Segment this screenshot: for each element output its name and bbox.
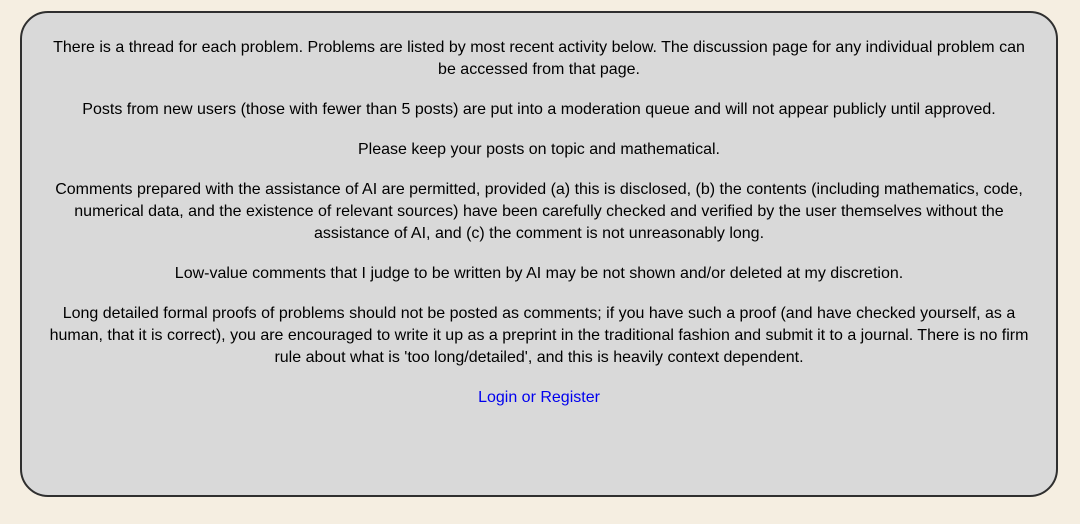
forum-notice-panel	[20, 11, 1058, 497]
notice-paragraph-formal-proofs: Long detailed formal proofs of problems should not be posted as comments; if you have such a proof (and have checked yourself, as a human, that it is correct), you are encouraged to write it up as a preprint in the traditional fashion and submit it to a journal. There is no firm rule about what is 'too long/detailed', and this is heavily context dependent.	[49, 305, 1029, 366]
auth-link-row	[44, 387, 1034, 409]
notice-paragraph-moderation: Posts from new users (those with fewer than 5 posts) are put into a moderation queue and will not appear publicly until approved.	[82, 101, 996, 118]
notice-paragraph-threads: There is a thread for each problem. Problems are listed by most recent activity below. The discussion page for any individual problem can be accessed from that page.	[53, 39, 1025, 78]
notice-paragraph-ai-policy: Comments prepared with the assistance of AI are permitted, provided (a) this is disclosed, (b) the contents (including mathematics, code, numerical data, and the existence of relevant sources) have been carefully checked and verified by the user themselves without the assistance of AI, and (c) the comment is not unreasonably long.	[55, 181, 1023, 242]
notice-paragraph-on-topic: Please keep your posts on topic and mathematical.	[358, 141, 720, 158]
notice-paragraph-low-value: Low-value comments that I judge to be written by AI may be not shown and/or deleted at my discretion.	[174, 265, 904, 282]
login-or-register-link[interactable]: Login or Register	[478, 389, 600, 406]
